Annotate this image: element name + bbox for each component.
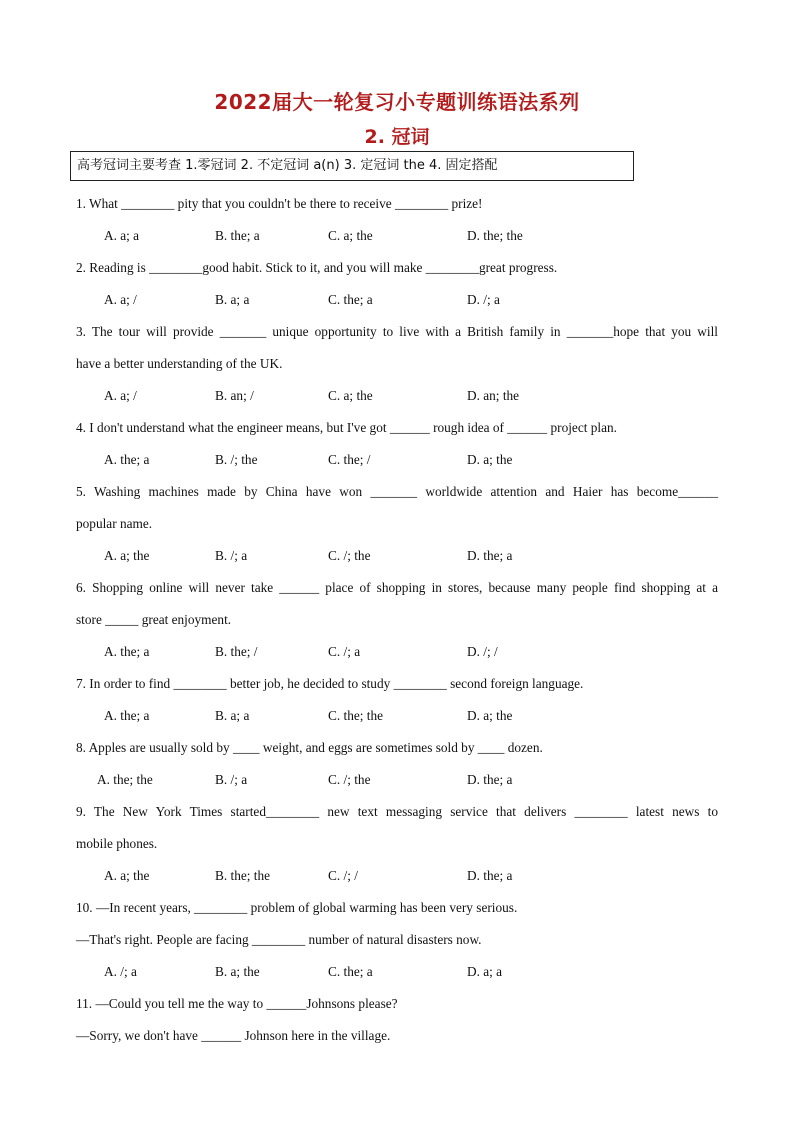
- question-7-line-1: 7. In order to find ________ better job, he decided to study ________ second foreign language.: [76, 676, 584, 691]
- question-9-option-c: C. /; /: [328, 868, 358, 883]
- question-10-option-c: C. the; a: [328, 964, 373, 979]
- question-9-line-1: 9. The New York Times started________ new text messaging service that delivers ________ latest news to: [76, 804, 718, 819]
- question-3-option-a: A. a; /: [104, 388, 137, 403]
- question-9-option-a: A. a; the: [104, 868, 150, 883]
- question-6-option-b: B. the; /: [215, 644, 258, 659]
- question-9-option-d: D. the; a: [467, 868, 513, 883]
- question-2-option-b: B. a; a: [215, 292, 250, 307]
- question-9-option-b: B. the; the: [215, 868, 271, 883]
- question-6-option-d: D. /; /: [467, 644, 498, 659]
- question-7-option-b: B. a; a: [215, 708, 250, 723]
- exam-scope-box: 高考冠词主要考查 1.零冠词 2. 不定冠词 a(n) 3. 定冠词 the 4. 固定搭配: [70, 151, 634, 181]
- question-7-option-a: A. the; a: [104, 708, 150, 723]
- question-5-option-c: C. /; the: [328, 548, 371, 563]
- question-3-option-b: B. an; /: [215, 388, 254, 403]
- question-2-option-c: C. the; a: [328, 292, 373, 307]
- question-6-option-c: C. /; a: [328, 644, 361, 659]
- question-8-option-a: A. the; the: [97, 772, 153, 787]
- question-10-option-b: B. a; the: [215, 964, 260, 979]
- question-6-line-1: 6. Shopping online will never take ______ place of shopping in stores, because many people find shopping at a: [76, 580, 718, 595]
- question-10-option-d: D. a; a: [467, 964, 503, 979]
- question-5-line-2: popular name.: [76, 516, 153, 531]
- question-4-option-d: D. a; the: [467, 452, 513, 467]
- question-3-line-2: have a better understanding of the UK.: [76, 356, 283, 371]
- question-2-line-1: 2. Reading is ________good habit. Stick to it, and you will make ________great progress.: [76, 260, 558, 275]
- question-8-option-b: B. /; a: [215, 772, 248, 787]
- question-8-option-c: C. /; the: [328, 772, 371, 787]
- question-4-line-1: 4. I don't understand what the engineer means, but I've got ______ rough idea of ______ project plan.: [76, 420, 617, 435]
- question-3-option-c: C. a; the: [328, 388, 373, 403]
- question-1-option-a: A. a; a: [104, 228, 140, 243]
- question-2-option-d: D. /; a: [467, 292, 500, 307]
- question-5-line-1: 5. Washing machines made by China have won _______ worldwide attention and Haier has become______: [76, 484, 718, 499]
- question-11-line-1: 11. —Could you tell me the way to ______Johnsons please?: [76, 996, 398, 1011]
- question-1-option-d: D. the; the: [467, 228, 523, 243]
- question-4-option-c: C. the; /: [328, 452, 371, 467]
- question-11-line-2: —Sorry, we don't have ______ Johnson here in the village.: [76, 1028, 391, 1043]
- question-1-line-1: 1. What ________ pity that you couldn't be there to receive ________ prize!: [76, 196, 483, 211]
- question-3-option-d: D. an; the: [467, 388, 520, 403]
- question-5-option-a: A. a; the: [104, 548, 150, 563]
- question-7-option-c: C. the; the: [328, 708, 384, 723]
- question-4-option-b: B. /; the: [215, 452, 258, 467]
- document-subtitle: 2. 冠词: [364, 126, 430, 148]
- question-6-option-a: A. the; a: [104, 644, 150, 659]
- question-5-option-d: D. the; a: [467, 548, 513, 563]
- question-8-line-1: 8. Apples are usually sold by ____ weight, and eggs are sometimes sold by ____ dozen.: [76, 740, 543, 755]
- question-10-line-2: —That's right. People are facing ________ number of natural disasters now.: [76, 932, 482, 947]
- question-10-option-a: A. /; a: [104, 964, 137, 979]
- question-8-option-d: D. the; a: [467, 772, 513, 787]
- question-7-option-d: D. a; the: [467, 708, 513, 723]
- document-title: 2022届大一轮复习小专题训练语法系列: [214, 90, 580, 114]
- question-10-line-1: 10. —In recent years, ________ problem of global warming has been very serious.: [76, 900, 518, 915]
- question-1-option-b: B. the; a: [215, 228, 260, 243]
- question-5-option-b: B. /; a: [215, 548, 248, 563]
- question-1-option-c: C. a; the: [328, 228, 373, 243]
- question-6-line-2: store _____ great enjoyment.: [76, 612, 232, 627]
- question-2-option-a: A. a; /: [104, 292, 137, 307]
- question-3-line-1: 3. The tour will provide _______ unique opportunity to live with a British family in _______hope that you will: [76, 324, 718, 339]
- question-4-option-a: A. the; a: [104, 452, 150, 467]
- question-9-line-2: mobile phones.: [76, 836, 158, 851]
